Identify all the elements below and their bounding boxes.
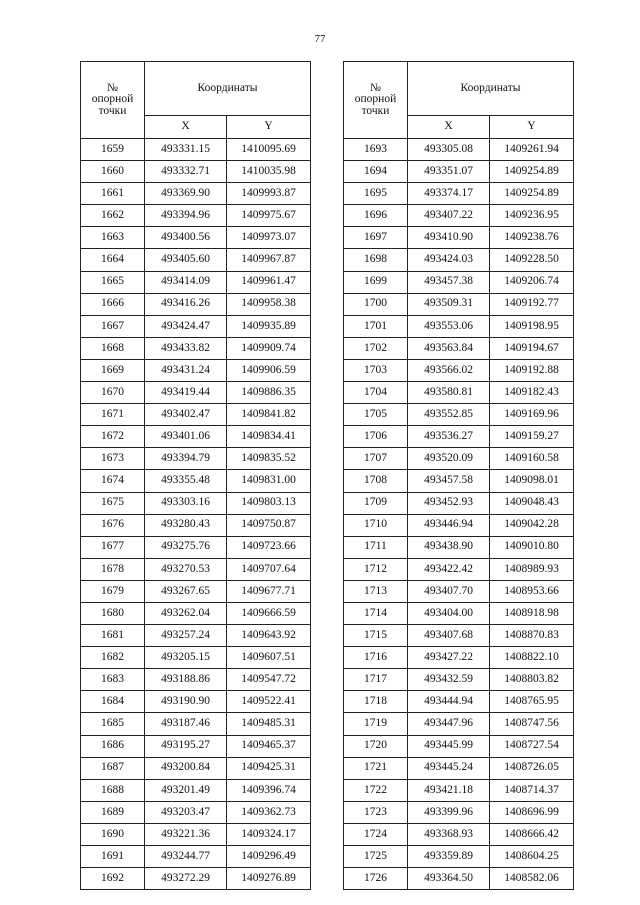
y-cell: 1408666.42 [490,823,574,845]
table-row [344,492,574,514]
x-cell: 493433.82 [145,337,227,359]
table-row [344,669,574,691]
table-row [344,382,574,404]
point-number-cell: 1724 [344,823,408,845]
x-cell: 493270.53 [145,558,227,580]
y-cell: 1409485.31 [227,713,311,735]
point-number-cell: 1697 [344,227,408,249]
y-cell: 1409831.00 [227,470,311,492]
y-cell: 1409192.88 [490,359,574,381]
x-cell: 493188.86 [145,669,227,691]
table-row [344,359,574,381]
y-cell: 1409522.41 [227,691,311,713]
x-cell: 493359.89 [408,846,490,868]
point-number-cell: 1710 [344,514,408,536]
table-row [81,536,311,558]
table-row [344,205,574,227]
table-row [81,249,311,271]
x-cell: 493402.47 [145,404,227,426]
y-cell: 1409547.72 [227,669,311,691]
table-row [81,625,311,647]
x-cell: 493416.26 [145,293,227,315]
point-number-cell: 1686 [81,735,145,757]
y-cell: 1408870.83 [490,625,574,647]
table-row [344,448,574,470]
x-cell: 493195.27 [145,735,227,757]
table-row [344,625,574,647]
y-cell: 1409324.17 [227,823,311,845]
table-row [344,558,574,580]
point-number-cell: 1698 [344,249,408,271]
y-cell: 1409182.43 [490,382,574,404]
x-cell: 493563.84 [408,337,490,359]
x-cell: 493410.90 [408,227,490,249]
table-row [81,404,311,426]
table-row [81,161,311,183]
y-cell: 1408822.10 [490,647,574,669]
table-row [81,492,311,514]
x-cell: 493374.17 [408,183,490,205]
x-cell: 493244.77 [145,846,227,868]
table-row [81,823,311,845]
x-cell: 493422.42 [408,558,490,580]
point-number-cell: 1683 [81,669,145,691]
x-cell: 493394.79 [145,448,227,470]
table-row [344,315,574,337]
y-cell: 1409425.31 [227,757,311,779]
table-row [344,337,574,359]
table-row [344,536,574,558]
table-row [344,823,574,845]
x-cell: 493332.71 [145,161,227,183]
point-number-cell: 1725 [344,846,408,868]
y-cell: 1409296.49 [227,846,311,868]
table-row [81,757,311,779]
x-header: X [145,116,227,139]
x-cell: 493446.94 [408,514,490,536]
x-cell: 493203.47 [145,801,227,823]
y-cell: 1408727.54 [490,735,574,757]
x-cell: 493369.90 [145,183,227,205]
point-number-cell: 1688 [81,779,145,801]
table-row [81,669,311,691]
y-cell: 1408582.06 [490,868,574,890]
table-row [344,713,574,735]
y-cell: 1409396.74 [227,779,311,801]
table-row [81,514,311,536]
table-row [81,183,311,205]
y-cell: 1408696.99 [490,801,574,823]
point-number-cell: 1717 [344,669,408,691]
point-number-header: № опорной точки [344,62,408,139]
point-number-cell: 1713 [344,580,408,602]
point-number-cell: 1702 [344,337,408,359]
y-cell: 1409042.28 [490,514,574,536]
point-number-cell: 1665 [81,271,145,293]
point-number-cell: 1689 [81,801,145,823]
table-row [81,602,311,624]
x-cell: 493566.02 [408,359,490,381]
y-cell: 1409276.89 [227,868,311,890]
point-number-cell: 1682 [81,647,145,669]
table-row [81,426,311,448]
x-cell: 493432.59 [408,669,490,691]
y-cell: 1409707.64 [227,558,311,580]
table-row [344,293,574,315]
table-row [344,691,574,713]
point-number-cell: 1677 [81,536,145,558]
point-number-cell: 1726 [344,868,408,890]
table-row [81,205,311,227]
y-cell: 1410035.98 [227,161,311,183]
point-number-cell: 1722 [344,779,408,801]
y-cell: 1408747.56 [490,713,574,735]
table-row [344,647,574,669]
point-number-cell: 1718 [344,691,408,713]
table-row [81,558,311,580]
table-row [81,293,311,315]
x-cell: 493431.24 [145,359,227,381]
point-number-cell: 1709 [344,492,408,514]
point-number-cell: 1684 [81,691,145,713]
table-row [344,602,574,624]
table-body-left [81,139,311,890]
x-cell: 493424.47 [145,315,227,337]
point-number-cell: 1666 [81,293,145,315]
x-cell: 493404.00 [408,602,490,624]
y-header: Y [227,116,311,139]
x-cell: 493457.38 [408,271,490,293]
point-number-cell: 1723 [344,801,408,823]
y-cell: 1409607.51 [227,647,311,669]
y-cell: 1409803.13 [227,492,311,514]
table-row [81,359,311,381]
table-row [81,448,311,470]
point-number-cell: 1681 [81,625,145,647]
x-cell: 493399.96 [408,801,490,823]
point-number-cell: 1714 [344,602,408,624]
point-number-cell: 1673 [81,448,145,470]
table-row [81,735,311,757]
coordinates-table-left [80,61,311,890]
y-cell: 1408604.25 [490,846,574,868]
x-cell: 493368.93 [408,823,490,845]
point-number-cell: 1678 [81,558,145,580]
point-number-cell: 1699 [344,271,408,293]
x-cell: 493303.16 [145,492,227,514]
point-number-cell: 1663 [81,227,145,249]
table-row [81,713,311,735]
x-cell: 493262.04 [145,602,227,624]
y-cell: 1409261.94 [490,139,574,161]
x-cell: 493221.36 [145,823,227,845]
x-cell: 493190.90 [145,691,227,713]
x-cell: 493200.84 [145,757,227,779]
point-number-cell: 1711 [344,536,408,558]
point-number-cell: 1696 [344,205,408,227]
coordinates-header: Координаты [408,62,574,116]
x-cell: 493364.50 [408,868,490,890]
point-number-cell: 1707 [344,448,408,470]
x-cell: 493355.48 [145,470,227,492]
table-row [81,779,311,801]
table-row [81,315,311,337]
y-cell: 1409935.89 [227,315,311,337]
x-cell: 493438.90 [408,536,490,558]
x-cell: 493405.60 [145,249,227,271]
y-cell: 1409159.27 [490,426,574,448]
point-number-cell: 1667 [81,315,145,337]
x-cell: 493187.46 [145,713,227,735]
x-cell: 493205.15 [145,647,227,669]
y-cell: 1409228.50 [490,249,574,271]
x-cell: 493447.96 [408,713,490,735]
x-cell: 493427.22 [408,647,490,669]
x-cell: 493445.24 [408,757,490,779]
x-cell: 493424.03 [408,249,490,271]
table-row [81,868,311,890]
y-cell: 1409666.59 [227,602,311,624]
y-cell: 1409465.37 [227,735,311,757]
x-cell: 493580.81 [408,382,490,404]
y-header: Y [490,116,574,139]
point-number-cell: 1672 [81,426,145,448]
x-cell: 493305.08 [408,139,490,161]
table-row [344,868,574,890]
y-cell: 1410095.69 [227,139,311,161]
table-row [81,647,311,669]
point-number-cell: 1669 [81,359,145,381]
y-cell: 1409254.89 [490,161,574,183]
y-cell: 1409048.43 [490,492,574,514]
y-cell: 1409236.95 [490,205,574,227]
y-cell: 1408989.93 [490,558,574,580]
x-cell: 493267.65 [145,580,227,602]
x-header: X [408,116,490,139]
x-cell: 493414.09 [145,271,227,293]
point-number-cell: 1674 [81,470,145,492]
y-cell: 1409909.74 [227,337,311,359]
y-cell: 1409841.82 [227,404,311,426]
table-body-right [344,139,574,890]
y-cell: 1409238.76 [490,227,574,249]
point-number-cell: 1693 [344,139,408,161]
y-cell: 1408803.82 [490,669,574,691]
y-cell: 1408726.05 [490,757,574,779]
x-cell: 493552.85 [408,404,490,426]
y-cell: 1409098.01 [490,470,574,492]
x-cell: 493394.96 [145,205,227,227]
coordinates-header: Координаты [145,62,311,116]
point-number-cell: 1670 [81,382,145,404]
y-cell: 1408714.37 [490,779,574,801]
x-cell: 493272.29 [145,868,227,890]
table-row [344,227,574,249]
x-cell: 493419.44 [145,382,227,404]
point-number-cell: 1708 [344,470,408,492]
table-row [344,779,574,801]
y-cell: 1409192.77 [490,293,574,315]
x-cell: 493407.22 [408,205,490,227]
page-number: 77 [314,33,326,45]
x-cell: 493457.58 [408,470,490,492]
point-number-cell: 1704 [344,382,408,404]
table-row [344,271,574,293]
table-row [344,735,574,757]
table-row [81,470,311,492]
y-cell: 1409198.95 [490,315,574,337]
point-number-cell: 1705 [344,404,408,426]
table-row [344,757,574,779]
point-number-cell: 1721 [344,757,408,779]
table-row [344,404,574,426]
point-number-cell: 1660 [81,161,145,183]
y-cell: 1409169.96 [490,404,574,426]
point-number-cell: 1715 [344,625,408,647]
y-cell: 1408765.95 [490,691,574,713]
point-number-cell: 1694 [344,161,408,183]
table-row [81,271,311,293]
point-number-cell: 1671 [81,404,145,426]
point-number-cell: 1680 [81,602,145,624]
point-number-cell: 1664 [81,249,145,271]
y-cell: 1409993.87 [227,183,311,205]
x-cell: 493401.06 [145,426,227,448]
point-number-cell: 1687 [81,757,145,779]
x-cell: 493509.31 [408,293,490,315]
x-cell: 493553.06 [408,315,490,337]
x-cell: 493421.18 [408,779,490,801]
point-number-cell: 1685 [81,713,145,735]
table-row [81,227,311,249]
y-cell: 1409973.07 [227,227,311,249]
x-cell: 493452.93 [408,492,490,514]
x-cell: 493407.68 [408,625,490,647]
y-cell: 1409967.87 [227,249,311,271]
table-row [81,382,311,404]
table-row [344,801,574,823]
table-row [81,337,311,359]
point-number-cell: 1659 [81,139,145,161]
y-cell: 1409750.87 [227,514,311,536]
table-row [81,139,311,161]
y-cell: 1409206.74 [490,271,574,293]
y-cell: 1409723.66 [227,536,311,558]
y-cell: 1409906.59 [227,359,311,381]
y-cell: 1409975.67 [227,205,311,227]
point-number-cell: 1661 [81,183,145,205]
y-cell: 1409835.52 [227,448,311,470]
y-cell: 1409834.41 [227,426,311,448]
y-cell: 1409961.47 [227,271,311,293]
x-cell: 493280.43 [145,514,227,536]
y-cell: 1409886.35 [227,382,311,404]
table-row [344,580,574,602]
x-cell: 493445.99 [408,735,490,757]
point-number-cell: 1668 [81,337,145,359]
table-row [344,846,574,868]
point-number-cell: 1691 [81,846,145,868]
point-number-cell: 1690 [81,823,145,845]
table-row [344,183,574,205]
point-number-cell: 1712 [344,558,408,580]
point-number-cell: 1706 [344,426,408,448]
table-row [344,426,574,448]
table-row [344,161,574,183]
point-number-cell: 1679 [81,580,145,602]
x-cell: 493351.07 [408,161,490,183]
table-row [344,514,574,536]
y-cell: 1408953.66 [490,580,574,602]
x-cell: 493400.56 [145,227,227,249]
coordinates-table-right [343,61,574,890]
point-number-cell: 1662 [81,205,145,227]
y-cell: 1409677.71 [227,580,311,602]
y-cell: 1409958.38 [227,293,311,315]
x-cell: 493536.27 [408,426,490,448]
point-number-cell: 1720 [344,735,408,757]
table-row [344,249,574,271]
point-number-cell: 1676 [81,514,145,536]
point-number-cell: 1703 [344,359,408,381]
y-cell: 1409010.80 [490,536,574,558]
table-row [81,580,311,602]
table-row [344,139,574,161]
x-cell: 493275.76 [145,536,227,558]
point-number-cell: 1719 [344,713,408,735]
table-row [344,470,574,492]
point-number-cell: 1700 [344,293,408,315]
y-cell: 1409643.92 [227,625,311,647]
y-cell: 1409254.89 [490,183,574,205]
x-cell: 493257.24 [145,625,227,647]
x-cell: 493201.49 [145,779,227,801]
x-cell: 493444.94 [408,691,490,713]
point-number-header: № опорной точки [81,62,145,139]
point-number-cell: 1701 [344,315,408,337]
y-cell: 1409194.67 [490,337,574,359]
table-row [81,846,311,868]
point-number-cell: 1675 [81,492,145,514]
table-row [81,691,311,713]
table-row [81,801,311,823]
point-number-cell: 1695 [344,183,408,205]
y-cell: 1409160.58 [490,448,574,470]
x-cell: 493407.70 [408,580,490,602]
y-cell: 1408918.98 [490,602,574,624]
y-cell: 1409362.73 [227,801,311,823]
x-cell: 493520.09 [408,448,490,470]
point-number-cell: 1692 [81,868,145,890]
point-number-cell: 1716 [344,647,408,669]
x-cell: 493331.15 [145,139,227,161]
